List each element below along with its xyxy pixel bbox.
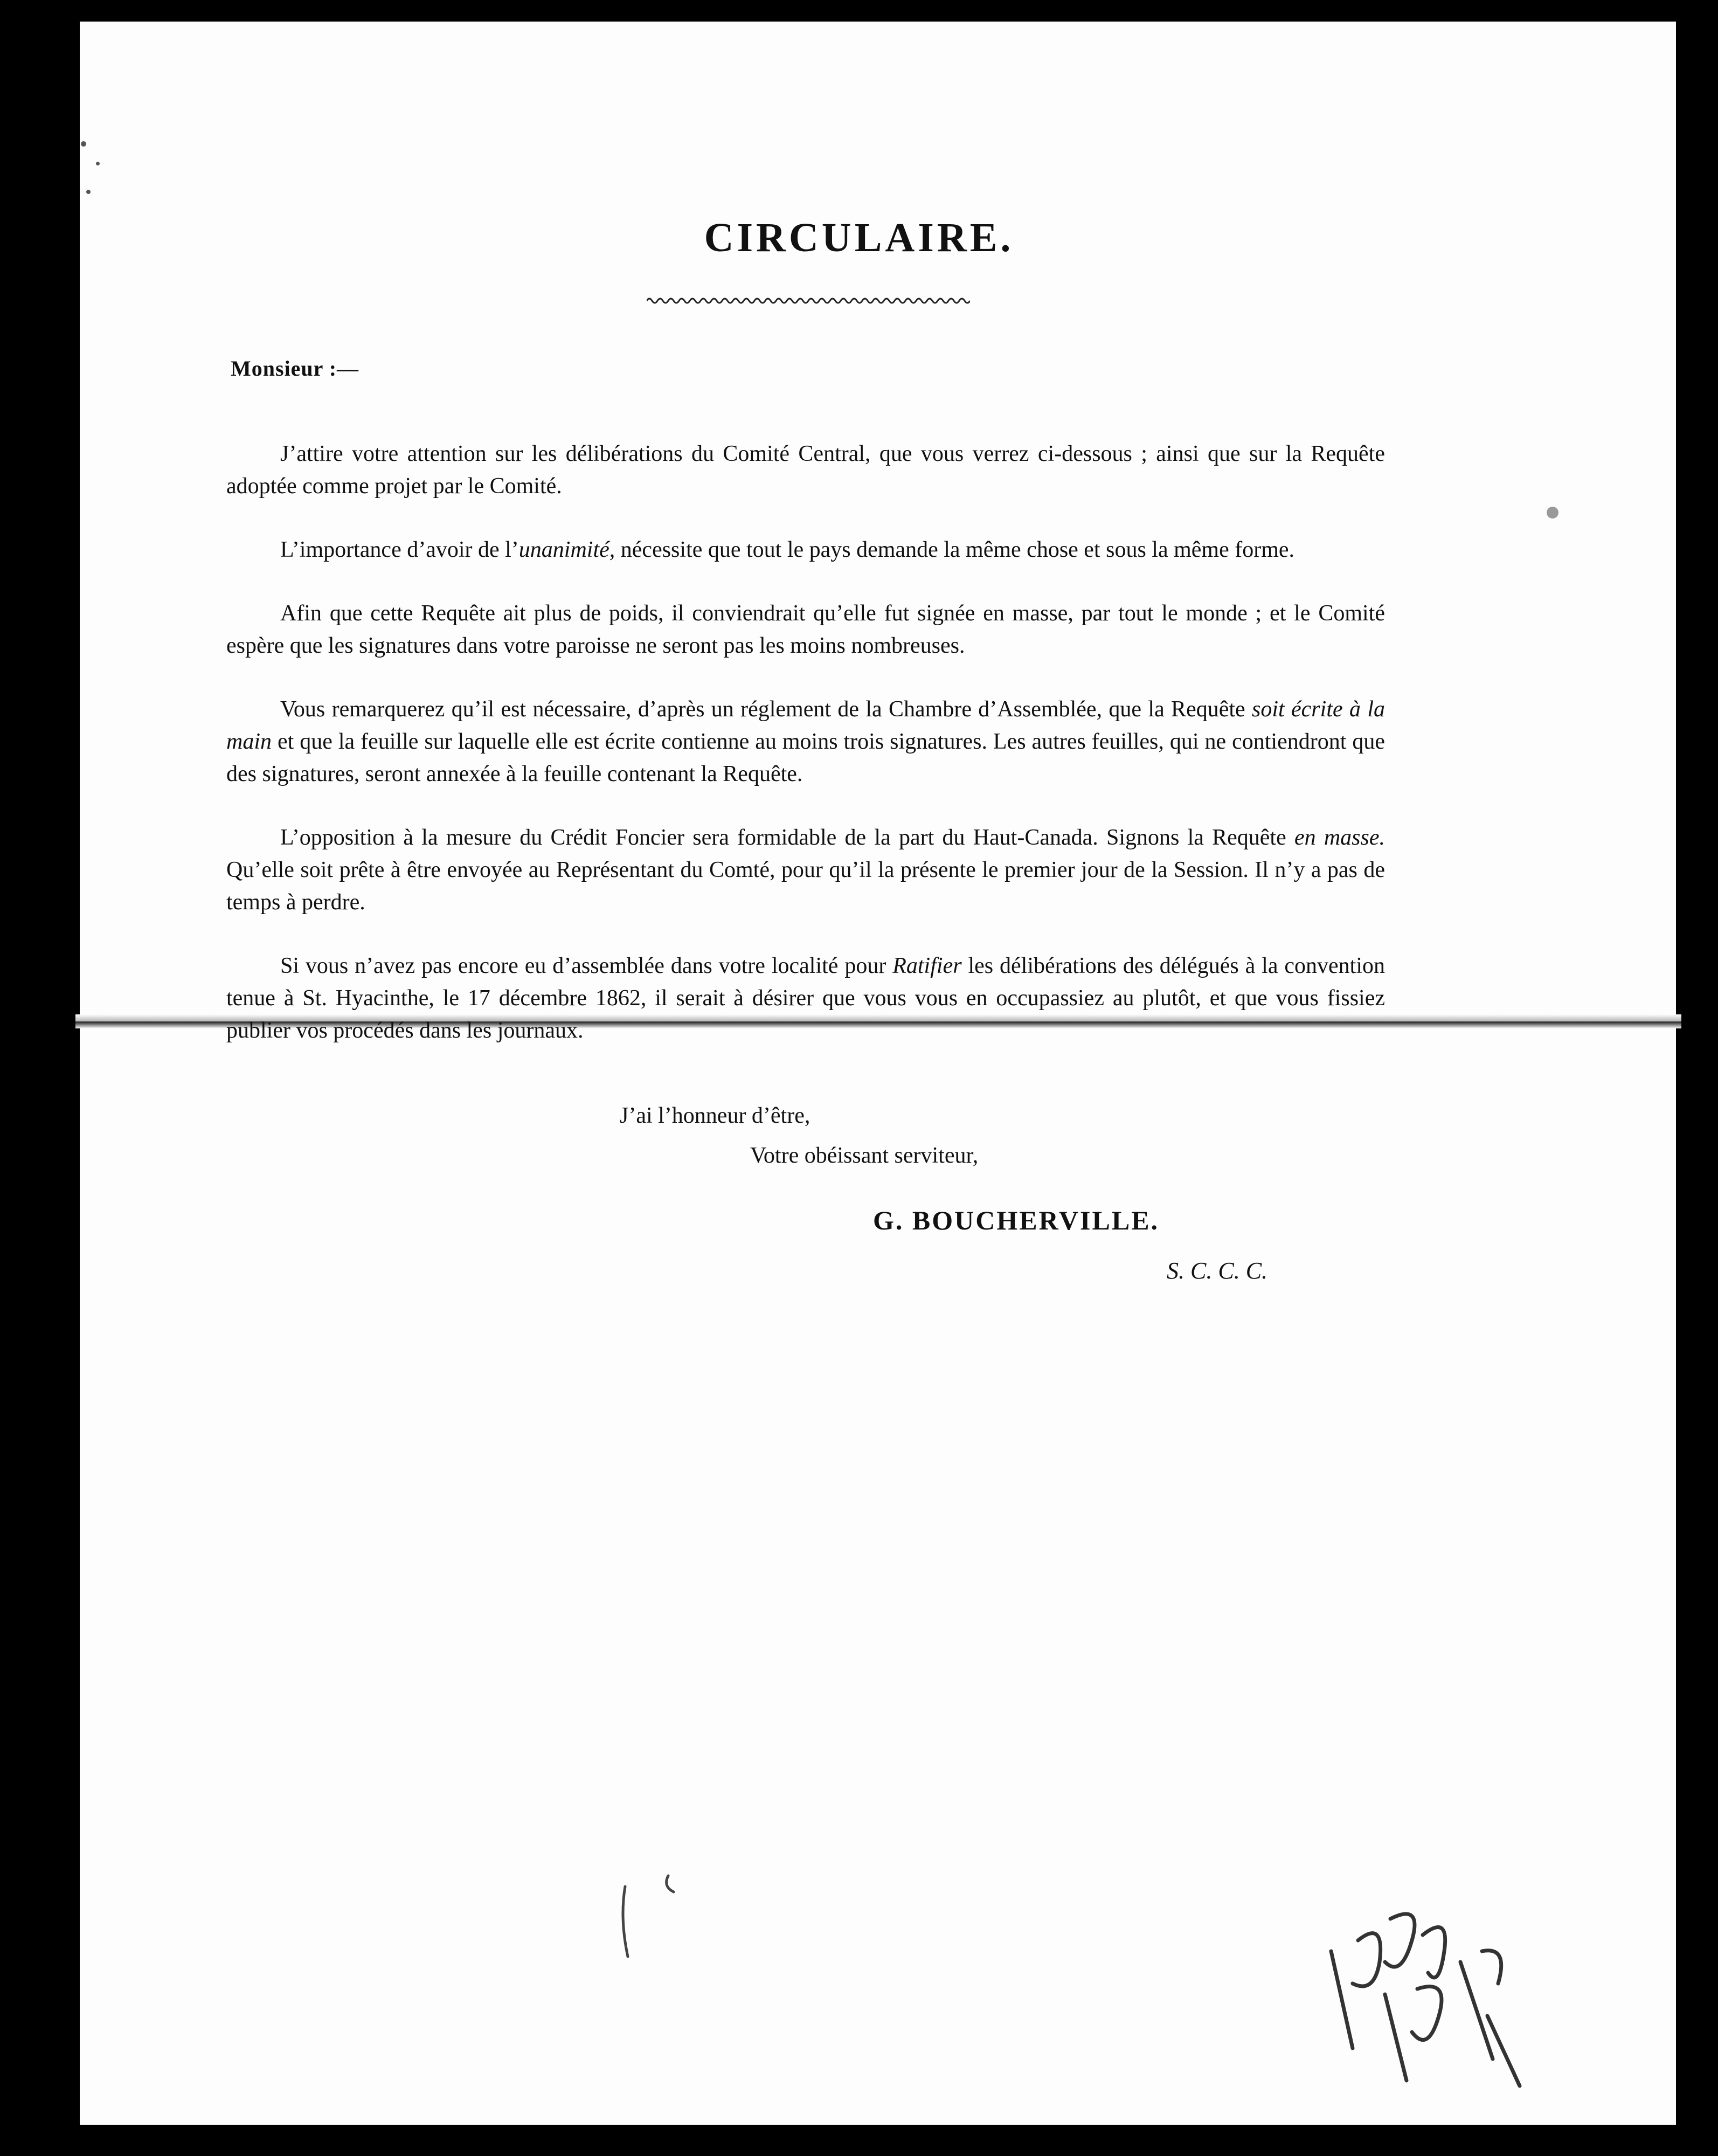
- salutation: Monsieur :—: [231, 356, 359, 381]
- body-paragraph: [226, 597, 1385, 662]
- ink-speck: [86, 190, 91, 194]
- ink-speck: [96, 162, 100, 165]
- handwritten-archive-mark: [1320, 1854, 1536, 2102]
- emphasis-text: Ratifier: [892, 953, 962, 978]
- body-paragraph: [226, 950, 1385, 1047]
- paragraph-text: L’opposition à la mesure du Crédit Foncier sera formidable de la part du Haut-Canada. Signons la Requête: [280, 825, 1294, 850]
- signer-name: G. BOUCHERVILLE.: [873, 1205, 1160, 1235]
- emphasis-text: soit écrite à la main: [226, 697, 1385, 754]
- paragraph-text: nécessite que tout le pays demande la même chose et sous la même forme.: [615, 537, 1295, 562]
- emphasis-text: unanimité,: [518, 537, 615, 562]
- body-paragraph: [226, 693, 1385, 790]
- letter-body: [226, 438, 1385, 1078]
- paragraph-text: Afin que cette Requête ait plus de poids, il conviendrait qu’elle fut signée en masse, par tout le monde ; et le Comité espère que les signatures dans votre paroisse ne seront pas les moins nombreuses.: [226, 601, 1385, 658]
- ink-speck: [1547, 507, 1558, 519]
- ink-speck: [81, 141, 86, 147]
- paragraph-text: L’importance d’avoir de l’: [280, 537, 519, 562]
- body-paragraph: [226, 438, 1385, 502]
- paragraph-text: les délibérations des délégués à la convention tenue à St. Hyacinthe, le 17 décembre 1862, il serait à désirer que vous vous en occupassiez au plutôt, et que vous fissiez publier vos procédés dans les journaux.: [226, 953, 1385, 1043]
- signer-title: S. C. C. C.: [1167, 1257, 1268, 1284]
- closing-line: J’ai l’honneur d’être,: [620, 1103, 810, 1128]
- valediction: Votre obéissant serviteur,: [750, 1143, 979, 1168]
- emphasis-text: en masse.: [1294, 825, 1385, 850]
- paragraph-text: Vous remarquerez qu’il est nécessaire, d’après un réglement de la Chambre d’Assemblée, que la Requête: [280, 697, 1252, 722]
- stray-ink-mark: [614, 1865, 690, 1962]
- body-paragraph: [226, 534, 1385, 566]
- paragraph-text: et que la feuille sur laquelle elle est écrite contienne au moins trois signatures. Les autres feuilles, qui ne contiendront que des signatures, seront annexée à la feuille contenant la Requête.: [226, 729, 1385, 786]
- body-paragraph: [226, 821, 1385, 918]
- paragraph-text: Si vous n’avez pas encore eu d’assemblée dans votre localité pour: [280, 953, 893, 978]
- wavy-rule-ornament: [647, 295, 970, 306]
- page-title: CIRCULAIRE.: [704, 215, 1014, 260]
- paragraph-text: Qu’elle soit prête à être envoyée au Représentant du Comté, pour qu’il la présente le premier jour de la Session. Il n’y a pas de temps à perdre.: [226, 858, 1385, 915]
- paragraph-text: J’attire votre attention sur les délibérations du Comité Central, que vous verrez ci-dessous ; ainsi que sur la Requête adoptée comme projet par le Comité.: [226, 441, 1385, 499]
